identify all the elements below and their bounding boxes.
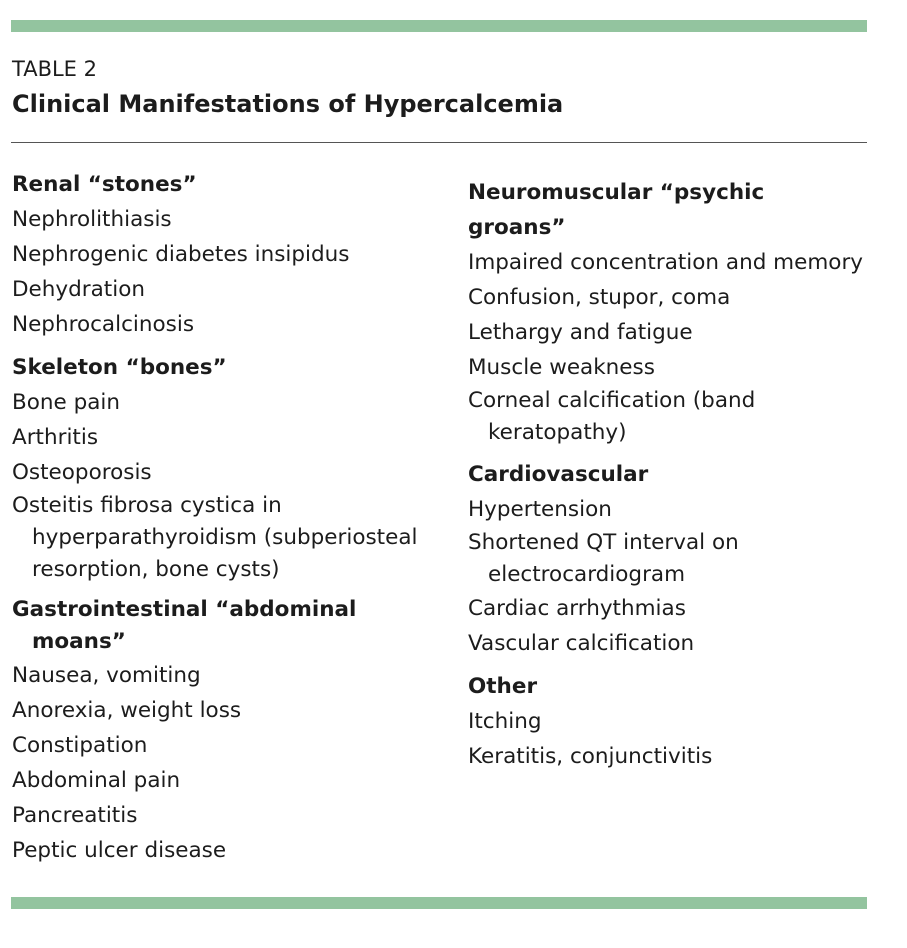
list-item: Nausea, vomiting xyxy=(12,663,201,688)
section-heading-other: Other xyxy=(468,674,538,699)
list-item: Confusion, stupor, coma xyxy=(468,285,731,310)
list-item-continuation: electrocardiogram xyxy=(488,562,686,587)
left-column xyxy=(12,167,442,868)
table-label: TABLE 2 xyxy=(12,57,97,81)
right-column xyxy=(468,175,868,774)
list-item: Pancreatitis xyxy=(12,803,138,828)
list-item: Anorexia, weight loss xyxy=(12,698,242,723)
section-renal xyxy=(12,167,442,342)
list-item: Peptic ulcer disease xyxy=(12,838,227,863)
section-gap xyxy=(12,342,442,350)
list-item: Dehydration xyxy=(12,277,145,302)
section-heading-skeleton: Skeleton “bones” xyxy=(12,355,227,380)
section-gastrointestinal xyxy=(12,594,442,868)
list-item-line: Corneal calcification (band xyxy=(468,388,756,413)
heading-continuation: moans” xyxy=(32,629,126,654)
list-item: Hypertension xyxy=(468,497,612,522)
list-item-continuation: hyperparathyroidism (subperiosteal xyxy=(32,525,418,550)
list-item: Constipation xyxy=(12,733,148,758)
list-item: Vascular calcification xyxy=(468,631,695,656)
list-item: Itching xyxy=(468,709,542,734)
list-item: Nephrolithiasis xyxy=(12,207,172,232)
list-item-continuation: keratopathy) xyxy=(488,420,627,445)
list-item: Abdominal pain xyxy=(12,768,181,793)
section-gap xyxy=(12,586,442,594)
list-item: Cardiac arrhythmias xyxy=(468,596,686,621)
top-accent-bar xyxy=(11,20,867,32)
section-cardiovascular xyxy=(468,457,868,661)
list-item: Keratitis, conjunctivitis xyxy=(468,744,713,769)
list-item: Bone pain xyxy=(12,390,121,415)
bottom-accent-bar xyxy=(11,897,867,909)
list-item: Osteoporosis xyxy=(12,460,152,485)
list-item-line: Osteitis fibrosa cystica in xyxy=(12,493,282,518)
list-item: Lethargy and fatigue xyxy=(468,320,693,345)
list-item: Arthritis xyxy=(12,425,99,450)
section-heading-gastrointestinal xyxy=(12,594,442,658)
section-other xyxy=(468,669,868,774)
list-item-line: Shortened QT interval on xyxy=(468,530,739,555)
section-neuromuscular xyxy=(468,175,868,449)
list-item: Nephrocalcinosis xyxy=(12,312,195,337)
header-divider xyxy=(11,142,867,143)
list-item-wrapped xyxy=(12,490,442,586)
table-title: Clinical Manifestations of Hypercalcemia xyxy=(12,90,564,118)
heading-line: Gastrointestinal “abdominal xyxy=(12,597,357,622)
section-heading-neuromuscular: Neuromuscular “psychic groans” xyxy=(468,180,765,240)
list-item-wrapped xyxy=(468,527,868,591)
section-gap xyxy=(468,449,868,457)
list-item: Muscle weakness xyxy=(468,355,655,380)
section-skeleton xyxy=(12,350,442,586)
list-item-wrapped xyxy=(468,385,868,449)
list-item-continuation: resorption, bone cysts) xyxy=(32,557,280,582)
section-gap xyxy=(468,661,868,669)
section-heading-cardiovascular: Cardiovascular xyxy=(468,462,649,487)
section-heading-renal: Renal “stones” xyxy=(12,172,197,197)
list-item: Impaired concentration and memory xyxy=(468,250,864,275)
list-item: Nephrogenic diabetes insipidus xyxy=(12,242,350,267)
